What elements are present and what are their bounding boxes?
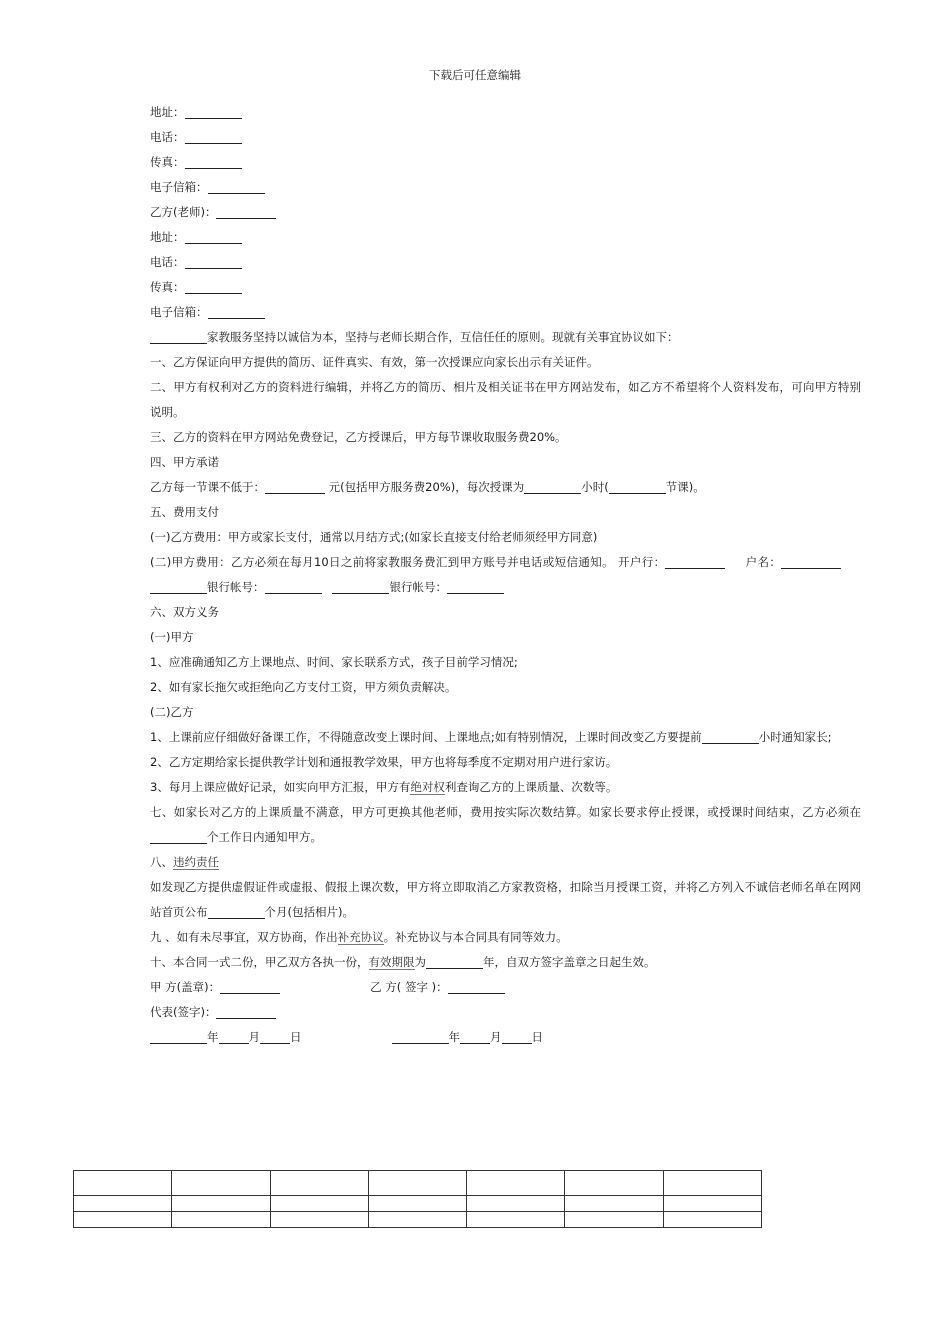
text: 家教服务坚持以诚信为本，坚持与老师长期合作，互信任任的原则。现就有关事宜协议如下： — [207, 330, 679, 344]
signature-line — [91, 975, 861, 1000]
page-header: 下载后可任意编辑 — [429, 68, 521, 82]
blank-field[interactable] — [426, 954, 483, 969]
clause-6-b-3 — [91, 775, 861, 800]
label: 电子信箱： — [150, 180, 208, 194]
clause-6-b-2: 2、乙方定期给家长提供教学计划和通报教学效果，甲方也将每季度不定期对用户进行家访。 — [150, 755, 618, 769]
label: 传真： — [150, 280, 185, 294]
text: 年 — [448, 1030, 460, 1044]
text: 节课)。 — [665, 480, 705, 494]
contract-body — [91, 100, 861, 1050]
blank-field[interactable] — [208, 179, 265, 194]
label: 电子信箱： — [150, 305, 208, 319]
blank-field[interactable] — [781, 554, 841, 569]
blank-field[interactable] — [260, 1029, 290, 1044]
blank-field[interactable] — [265, 579, 322, 594]
clause-5-2 — [91, 550, 861, 600]
text: 日 — [290, 1030, 302, 1044]
blank-field[interactable] — [208, 304, 265, 319]
blank-field[interactable] — [220, 979, 280, 994]
blank-field[interactable] — [185, 129, 242, 144]
blank-field[interactable] — [219, 1029, 249, 1044]
clause-6-a-2: 2、如有家长拖欠或拒绝向乙方支付工资，甲方须负责解决。 — [150, 680, 457, 694]
table-row — [74, 1171, 762, 1196]
label: 地址： — [150, 230, 185, 244]
blank-field[interactable] — [150, 1029, 207, 1044]
empty-table — [73, 1170, 762, 1228]
text: (二)甲方费用：乙方必须在每月10日之前将家教服务费汇到甲方账号并电话或短信通知。 开户行： — [150, 555, 666, 569]
party-a-address — [91, 100, 861, 125]
party-b-email — [91, 300, 861, 325]
blank-field[interactable] — [332, 579, 389, 594]
text: 元(包括甲方服务费20%)，每次授课为 — [328, 480, 525, 494]
clause-5-title: 五、费用支付 — [150, 505, 219, 519]
clause-6-b-title: (二)乙方 — [150, 705, 194, 719]
clause-5-1: (一)乙方费用：甲方或家长支付，通常以月结方式;(如家长直接支付给老师须经甲方同意) — [150, 530, 598, 544]
blank-field[interactable] — [447, 579, 504, 594]
table-cell[interactable] — [663, 1171, 761, 1196]
blank-field[interactable] — [185, 254, 242, 269]
table-cell[interactable] — [467, 1171, 565, 1196]
text: 十、本合同一式二份，甲乙双方各执一份， — [150, 955, 369, 969]
blank-field[interactable] — [448, 979, 505, 994]
table-cell[interactable] — [565, 1171, 663, 1196]
supplementary-agreement-link[interactable]: 补充协议 — [337, 930, 384, 944]
clause-7 — [91, 800, 861, 850]
date-line — [91, 1025, 861, 1050]
blank-field[interactable] — [185, 229, 242, 244]
blank-field[interactable] — [150, 579, 207, 594]
table-cell[interactable] — [368, 1196, 466, 1212]
table-row — [74, 1196, 762, 1212]
table-cell[interactable] — [172, 1212, 270, 1228]
party-b-fax — [91, 275, 861, 300]
party-b-sign-label: 乙 方( 签字 )： — [370, 980, 448, 994]
blank-field[interactable] — [216, 1004, 276, 1019]
table-cell[interactable] — [270, 1212, 368, 1228]
table-cell[interactable] — [74, 1171, 172, 1196]
party-b-address — [91, 225, 861, 250]
table-cell[interactable] — [368, 1171, 466, 1196]
blank-field[interactable] — [524, 479, 581, 494]
party-a-phone — [91, 125, 861, 150]
text: 银行帐号： — [389, 580, 447, 594]
clause-3: 三、乙方的资料在甲方网站免费登记，乙方授课后，甲方每节课收取服务费20%。 — [150, 430, 567, 444]
text: 月 — [490, 1030, 502, 1044]
blank-field[interactable] — [665, 554, 725, 569]
representative-line — [91, 1000, 861, 1025]
party-a-seal-label: 甲 方(盖章)： — [150, 980, 221, 994]
blank-field[interactable] — [702, 729, 759, 744]
table-cell[interactable] — [663, 1196, 761, 1212]
table-cell[interactable] — [467, 1196, 565, 1212]
text: 乙方每一节课不低于： — [150, 480, 265, 494]
party-b-title — [91, 200, 861, 225]
clause-6-a-title: (一)甲方 — [150, 630, 194, 644]
label: 乙方(老师)： — [150, 205, 217, 219]
blank-field[interactable] — [392, 1029, 449, 1044]
table-cell[interactable] — [270, 1196, 368, 1212]
text: 为 — [414, 955, 426, 969]
table-cell[interactable] — [172, 1171, 270, 1196]
table-cell[interactable] — [74, 1212, 172, 1228]
label: 电话： — [150, 255, 185, 269]
clause-4-line — [91, 475, 861, 500]
clause-9 — [91, 925, 861, 950]
clause-6-b-1 — [91, 725, 861, 750]
table-cell[interactable] — [663, 1212, 761, 1228]
label: 传真： — [150, 155, 185, 169]
blank-field[interactable] — [460, 1029, 490, 1044]
text: 。补充协议与本合同具有同等效力。 — [383, 930, 568, 944]
validity-period-link[interactable]: 有效期限 — [368, 955, 415, 969]
table-cell[interactable] — [74, 1196, 172, 1212]
text: 八、 — [150, 855, 173, 869]
party-a-fax — [91, 150, 861, 175]
clause-10 — [91, 950, 861, 975]
table-row — [74, 1212, 762, 1228]
clause-2: 二、甲方有权利对乙方的资料进行编辑，并将乙方的简历、相片及相关证书在甲方网站发布，如乙方不希望将个人资料发布，可向甲方特别说明。 — [150, 380, 861, 419]
label: 地址： — [150, 105, 185, 119]
clause-1: 一、乙方保证向甲方提供的简历、证件真实、有效，第一次授课应向家长出示有关证件。 — [150, 355, 599, 369]
blank-field[interactable] — [216, 204, 276, 219]
blank-field[interactable] — [150, 829, 207, 844]
text: 年 — [207, 1030, 219, 1044]
text: 个月(包括相片)。 — [264, 905, 354, 919]
text: 小时通知家长; — [758, 730, 832, 744]
text: 利查询乙方的上课质量、次数等。 — [444, 780, 618, 794]
blank-field[interactable] — [150, 329, 207, 344]
blank-field[interactable] — [502, 1029, 532, 1044]
blank-field[interactable] — [609, 479, 666, 494]
table-cell[interactable] — [368, 1212, 466, 1228]
blank-field[interactable] — [185, 104, 242, 119]
label: 电话： — [150, 130, 185, 144]
breach-liability-link[interactable]: 违约责任 — [173, 855, 219, 869]
blank-field[interactable] — [185, 279, 242, 294]
blank-field[interactable] — [185, 154, 242, 169]
blank-field[interactable] — [265, 479, 325, 494]
text: 小时( — [581, 480, 609, 494]
blank-field[interactable] — [208, 904, 265, 919]
text: 日 — [531, 1030, 543, 1044]
text: 个工作日内通知甲方。 — [207, 830, 322, 844]
table-cell[interactable] — [270, 1171, 368, 1196]
clause-4-title: 四、甲方承诺 — [150, 455, 219, 469]
text: 银行帐号： — [207, 580, 265, 594]
party-a-email — [91, 175, 861, 200]
clause-8-body — [91, 875, 861, 925]
intro-paragraph — [91, 325, 861, 350]
text: 1、上课前应仔细做好备课工作，不得随意改变上课时间、上课地点;如有特别情况，上课时间改变乙方要提前 — [150, 730, 702, 744]
clause-8-title — [91, 850, 861, 875]
party-b-phone — [91, 250, 861, 275]
text: 七、如家长对乙方的上课质量不满意，甲方可更换其他老师，费用按实际次数结算。如家长要求停止授课，或授课时间结束，乙方必须在 — [150, 805, 861, 819]
table-cell[interactable] — [565, 1212, 663, 1228]
table-cell[interactable] — [565, 1196, 663, 1212]
representative-label: 代表(签字)： — [150, 1005, 217, 1019]
text: 年，自双方签字盖章之日起生效。 — [483, 955, 656, 969]
clause-6-title: 六、双方义务 — [150, 605, 219, 619]
clause-6-a-1: 1、应准确通知乙方上课地点、时间、家长联系方式，孩子目前学习情况; — [150, 655, 518, 669]
table-cell[interactable] — [467, 1212, 565, 1228]
text: 户名： — [745, 555, 782, 569]
text: 九 、如有未尽事宜，双方协商，作出 — [150, 930, 338, 944]
text: 月 — [248, 1030, 260, 1044]
text: 如发现乙方提供虚假证件或虚报、假报上课次数，甲方将立即取消乙方家教资格，扣除当月授课工资，并将乙方列入不诚信老师名单在网网站首页公布 — [150, 880, 861, 919]
table-cell[interactable] — [172, 1196, 270, 1212]
absolute-right-link[interactable]: 绝对权 — [410, 780, 445, 794]
text: 3、每月上课应做好记录，如实向甲方汇报，甲方有 — [150, 780, 411, 794]
